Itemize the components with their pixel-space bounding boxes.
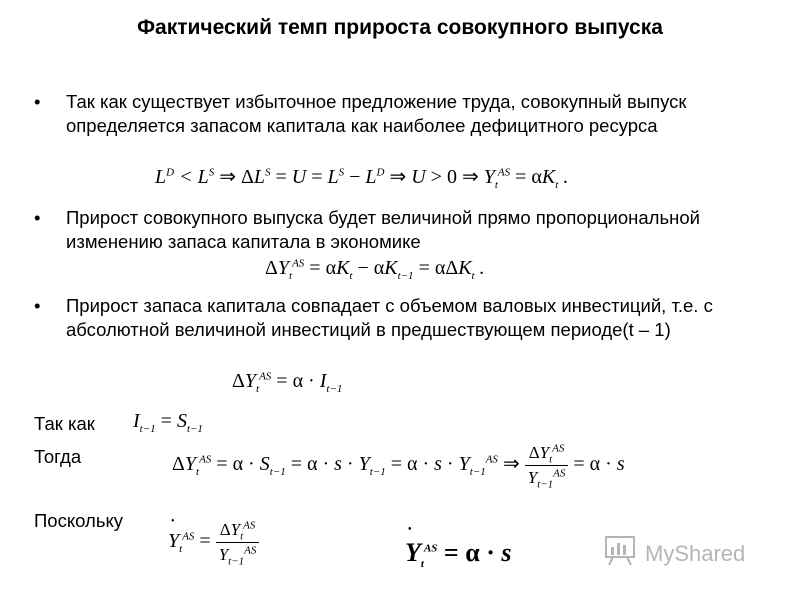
chart-logo-icon [605,536,639,571]
bullet-marker: • [34,91,41,112]
formula-result: Y $•_t^{AS} = \alpha \cdot s$ [405,538,512,568]
logo-text: MyShared [645,540,746,566]
formula-labor-surplus: $L^D < L^S$ ⇒ $\Delta L^S = U = L^S - L^D$ ⇒ U > 0 ⇒ $Y_t^{AS} = \alpha K_t$ . [155,166,569,191]
myshared-logo [605,536,745,571]
formula-rate-definition: Y $•_t^{AS}$ = $\frac{\Delta Y_t^{AS}}{Y_{t-1}^{AS}}$ [168,520,259,565]
bullet-marker: • [34,295,41,316]
bullet-text-3: Прирост запаса капитала совпадает с объемом валовых инвестиций, т.е. с абсолютной величиной инвестиций в предшествующем периоде(t – 1) [66,295,713,340]
label-since: Так как [34,413,95,434]
slide-title: Фактический темп прироста совокупного выпуска [137,16,663,39]
formula-savings: $I_{t-1} = S_{t-1}$ [133,410,203,435]
formula-output-increment: $\Delta Y_t^{AS} = \alpha K_t - \alpha K_{t-1} = \alpha\Delta K_t$ . [265,257,485,282]
bullet-text-2: Прирост совокупного выпуска будет величиной прямо пропорциональной изменению запаса капитала в экономике [66,207,700,252]
formula-investment: $\Delta Y_t^{AS} = \alpha \cdot I_{t-1}$ [232,370,343,395]
bullet-marker: • [34,207,41,228]
formula-growth-rate: $\Delta Y_t^{AS} = \alpha \cdot S_{t-1} = \alpha \cdot s \cdot Y_{t-1} = \alpha \cdot s \cdot Y_{t-1}^{AS}$ ⇒ $\frac{\Delta Y_t^{AS}}{Y_{t-1}^{AS}}$ = α · s [172,442,625,491]
label-then: Тогда [34,446,82,467]
bullet-text-1: Так как существует избыточное предложение труда, совокупный выпуск определяется запасом капитала как наиболее дефицитного ресурса [66,91,687,136]
label-because: Поскольку [34,510,124,531]
